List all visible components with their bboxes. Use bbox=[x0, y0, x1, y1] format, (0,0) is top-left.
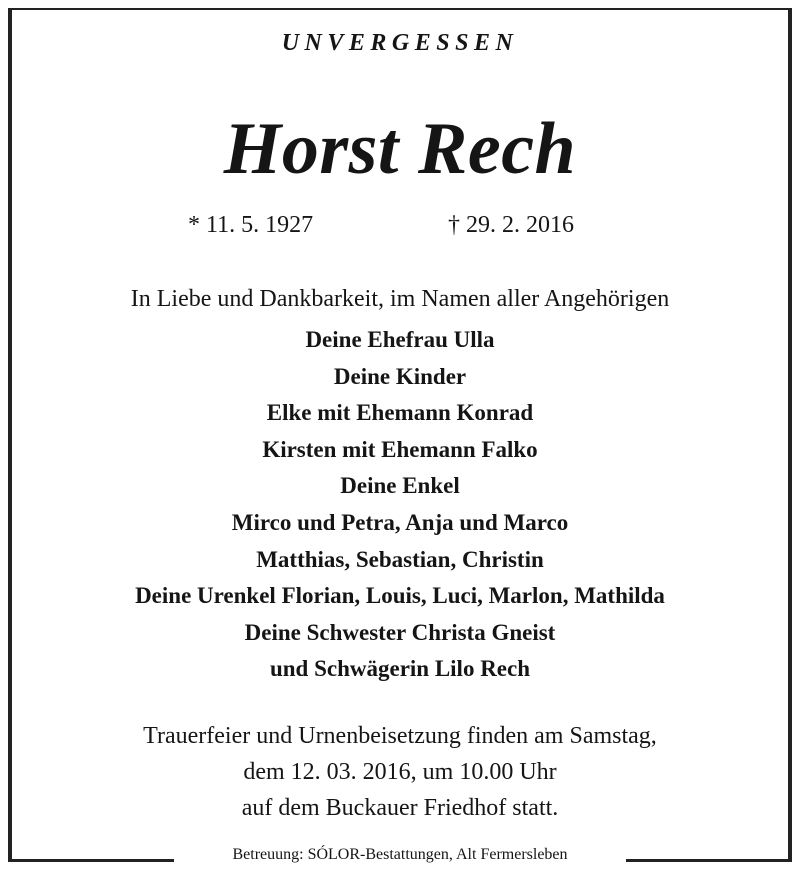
mourner-line: Deine Urenkel Florian, Louis, Luci, Marlon, Mathilda bbox=[135, 583, 665, 609]
mourner-line: Matthias, Sebastian, Christin bbox=[256, 546, 544, 572]
deceased-name: Horst Rech bbox=[223, 108, 577, 190]
mourner-line: Deine Schwester Christa Gneist bbox=[244, 619, 556, 645]
undertaker-credit: Betreuung: SÓLOR-Bestattungen, Alt Fermersleben bbox=[232, 846, 568, 863]
mourner-line: Elke mit Ehemann Konrad bbox=[266, 400, 534, 426]
mourner-line: Kirsten mit Ehemann Falko bbox=[262, 436, 538, 462]
mourner-line: Mirco und Petra, Anja und Marco bbox=[231, 509, 569, 535]
mourner-line: Deine Ehefrau Ulla bbox=[305, 327, 495, 352]
service-info bbox=[0, 718, 800, 826]
notice-header: UNVERGESSEN bbox=[281, 30, 519, 56]
mourner-line: und Schwägerin Lilo Rech bbox=[269, 656, 531, 682]
mourner-line: Deine Enkel bbox=[340, 473, 460, 499]
intro-text: In Liebe und Dankbarkeit, im Namen aller Angehörigen bbox=[130, 286, 670, 312]
birth-date: * 11. 5. 1927 bbox=[188, 212, 314, 238]
service-line: auf dem Buckauer Friedhof statt. bbox=[241, 795, 559, 821]
mourners-list bbox=[0, 322, 800, 688]
mourner-line: Deine Kinder bbox=[333, 363, 467, 389]
death-date: † 29. 2. 2016 bbox=[448, 212, 574, 238]
service-line: dem 12. 03. 2016, um 10.00 Uhr bbox=[243, 759, 557, 785]
service-line: Trauerfeier und Urnenbeisetzung finden am Samstag, bbox=[143, 723, 657, 749]
